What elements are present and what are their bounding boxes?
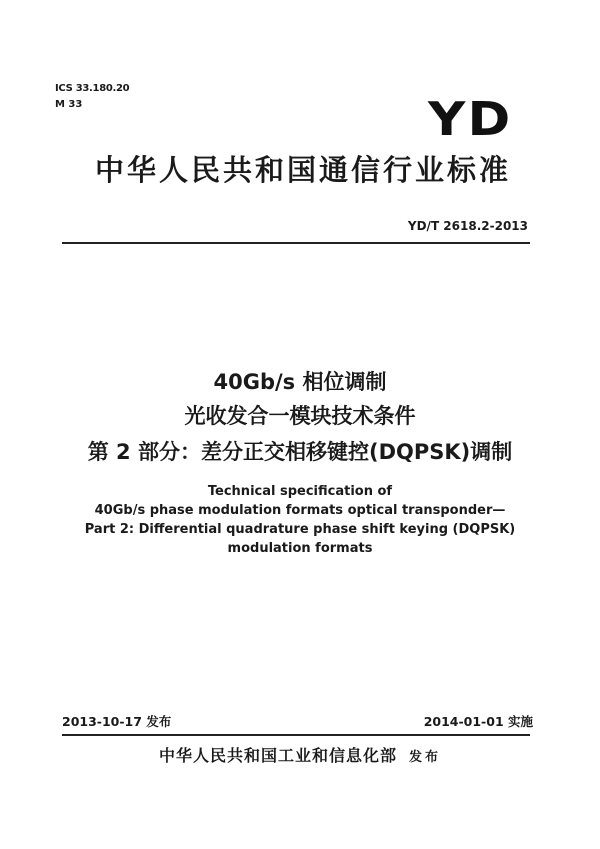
top-divider: [62, 242, 530, 244]
title-en-line-1: Technical specification of: [207, 484, 393, 499]
publisher-row: [0, 748, 600, 764]
title-en-line-3: Part 2: Differential quadrature phase shift keying (DQPSK): [84, 522, 516, 537]
title-en-line-4: modulation formats: [227, 541, 373, 556]
publisher: 中华人民共和国工业和信息化部: [158, 746, 397, 765]
title-cn-line-2: 光收发合一模块技术条件: [184, 404, 416, 428]
ics-code: ICS 33.180.20: [55, 83, 130, 94]
standard-number: YD/T 2618.2-2013: [407, 219, 528, 233]
bottom-divider: [62, 734, 530, 736]
yd-logo: YD: [428, 92, 513, 146]
implement-date: 2014-01-01 实施: [423, 714, 533, 729]
org-title: 中华人民共和国通信行业标准: [94, 153, 511, 187]
title-en-line-2: 40Gb/s phase modulation formats optical transponder—: [94, 503, 506, 518]
title-cn-line-3: 第 2 部分：差分正交相移键控(DQPSK)调制: [87, 440, 513, 464]
publish-verb: 发布: [409, 750, 442, 765]
issue-date: 2013-10-17 发布: [62, 714, 172, 729]
category-code: M 33: [55, 99, 83, 110]
title-cn-line-1: 40Gb/s 相位调制: [213, 370, 387, 394]
